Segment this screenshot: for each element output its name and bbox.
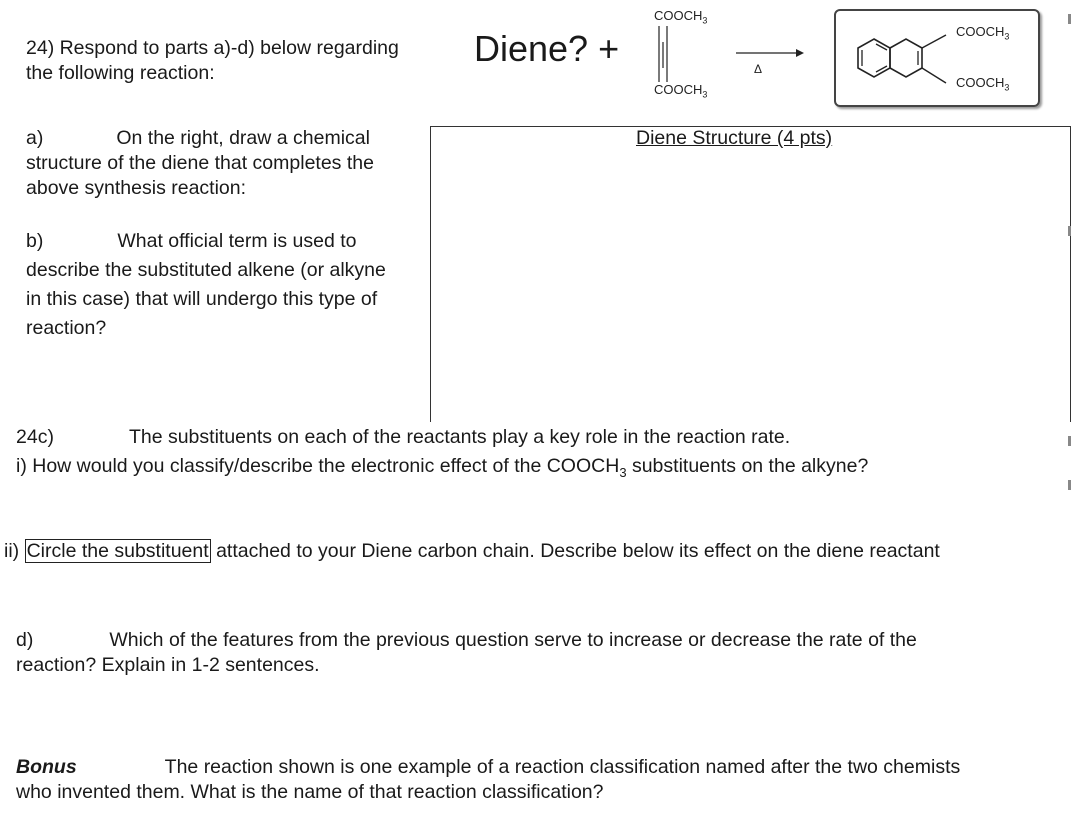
part-c-label: 24c) [16,426,54,448]
part-d-question [16,628,1056,678]
product-substituent-bottom: $COOCH_3$ [956,75,1010,93]
part-d-text-rest: reaction? Explain in 1-2 sentences. [16,654,320,676]
bonus-question [16,755,1071,805]
bonus-text-line1: The reaction shown is one example of a reaction classification named after the two chemists [164,756,961,778]
part-a-label: a) [26,127,44,149]
product-structure-box [834,9,1040,107]
part-d-text-line1: Which of the features from the previous question serve to increase or decrease the rate of the [109,629,917,651]
bonus-text-rest: who invented them. What is the name of that reaction classification? [16,781,604,803]
product-ring-structure [846,21,956,97]
part-b-question [26,227,396,343]
alkyne-bottom-substituent: $COOCH_3$ [654,82,708,100]
part-b-label: b) [26,230,44,252]
part-b-text-line1: What official term is used to [117,230,357,252]
heat-symbol: Δ [754,62,763,76]
part-c-i: i) How would you classify/describe the electronic effect of the $COOCH_3$ substituents on the alkyne? [16,455,869,480]
bonus-label: Bonus [16,756,77,778]
part-a-text-rest: structure of the diene that completes the above synthesis reaction: [26,152,374,199]
part-b-text-rest: describe the substituted alkene (or alkyne in this case) that will undergo this type of reaction? [26,259,386,339]
diene-answer-box[interactable] [430,126,1071,422]
product-substituent-top: $COOCH_3$ [956,24,1010,42]
part-c-question [16,423,1066,487]
diene-prompt: Diene? + [474,28,620,69]
answer-box-heading: Diene Structure (4 pts) [636,127,833,149]
part-c-ii: ii) Circle the substituent attached to your Diene carbon chain. Describe below its effect on the diene reactant [4,540,940,562]
alkyne-triple-bond [648,24,678,84]
part-c-text-line1: The substituents on each of the reactants play a key role in the reaction rate. [128,426,791,448]
part-a-text-line1: On the right, draw a chemical [116,127,370,149]
part-d-label: d) [16,629,34,651]
part-a-question [26,126,416,201]
alkyne-top-substituent: $COOCH_3$ [654,8,708,26]
reaction-arrow-icon [734,46,806,60]
question-intro: 24) Respond to parts a)-d) below regarding the following reaction: [26,37,399,84]
circle-substituent-boxed-text: Circle the substituent [26,540,209,562]
